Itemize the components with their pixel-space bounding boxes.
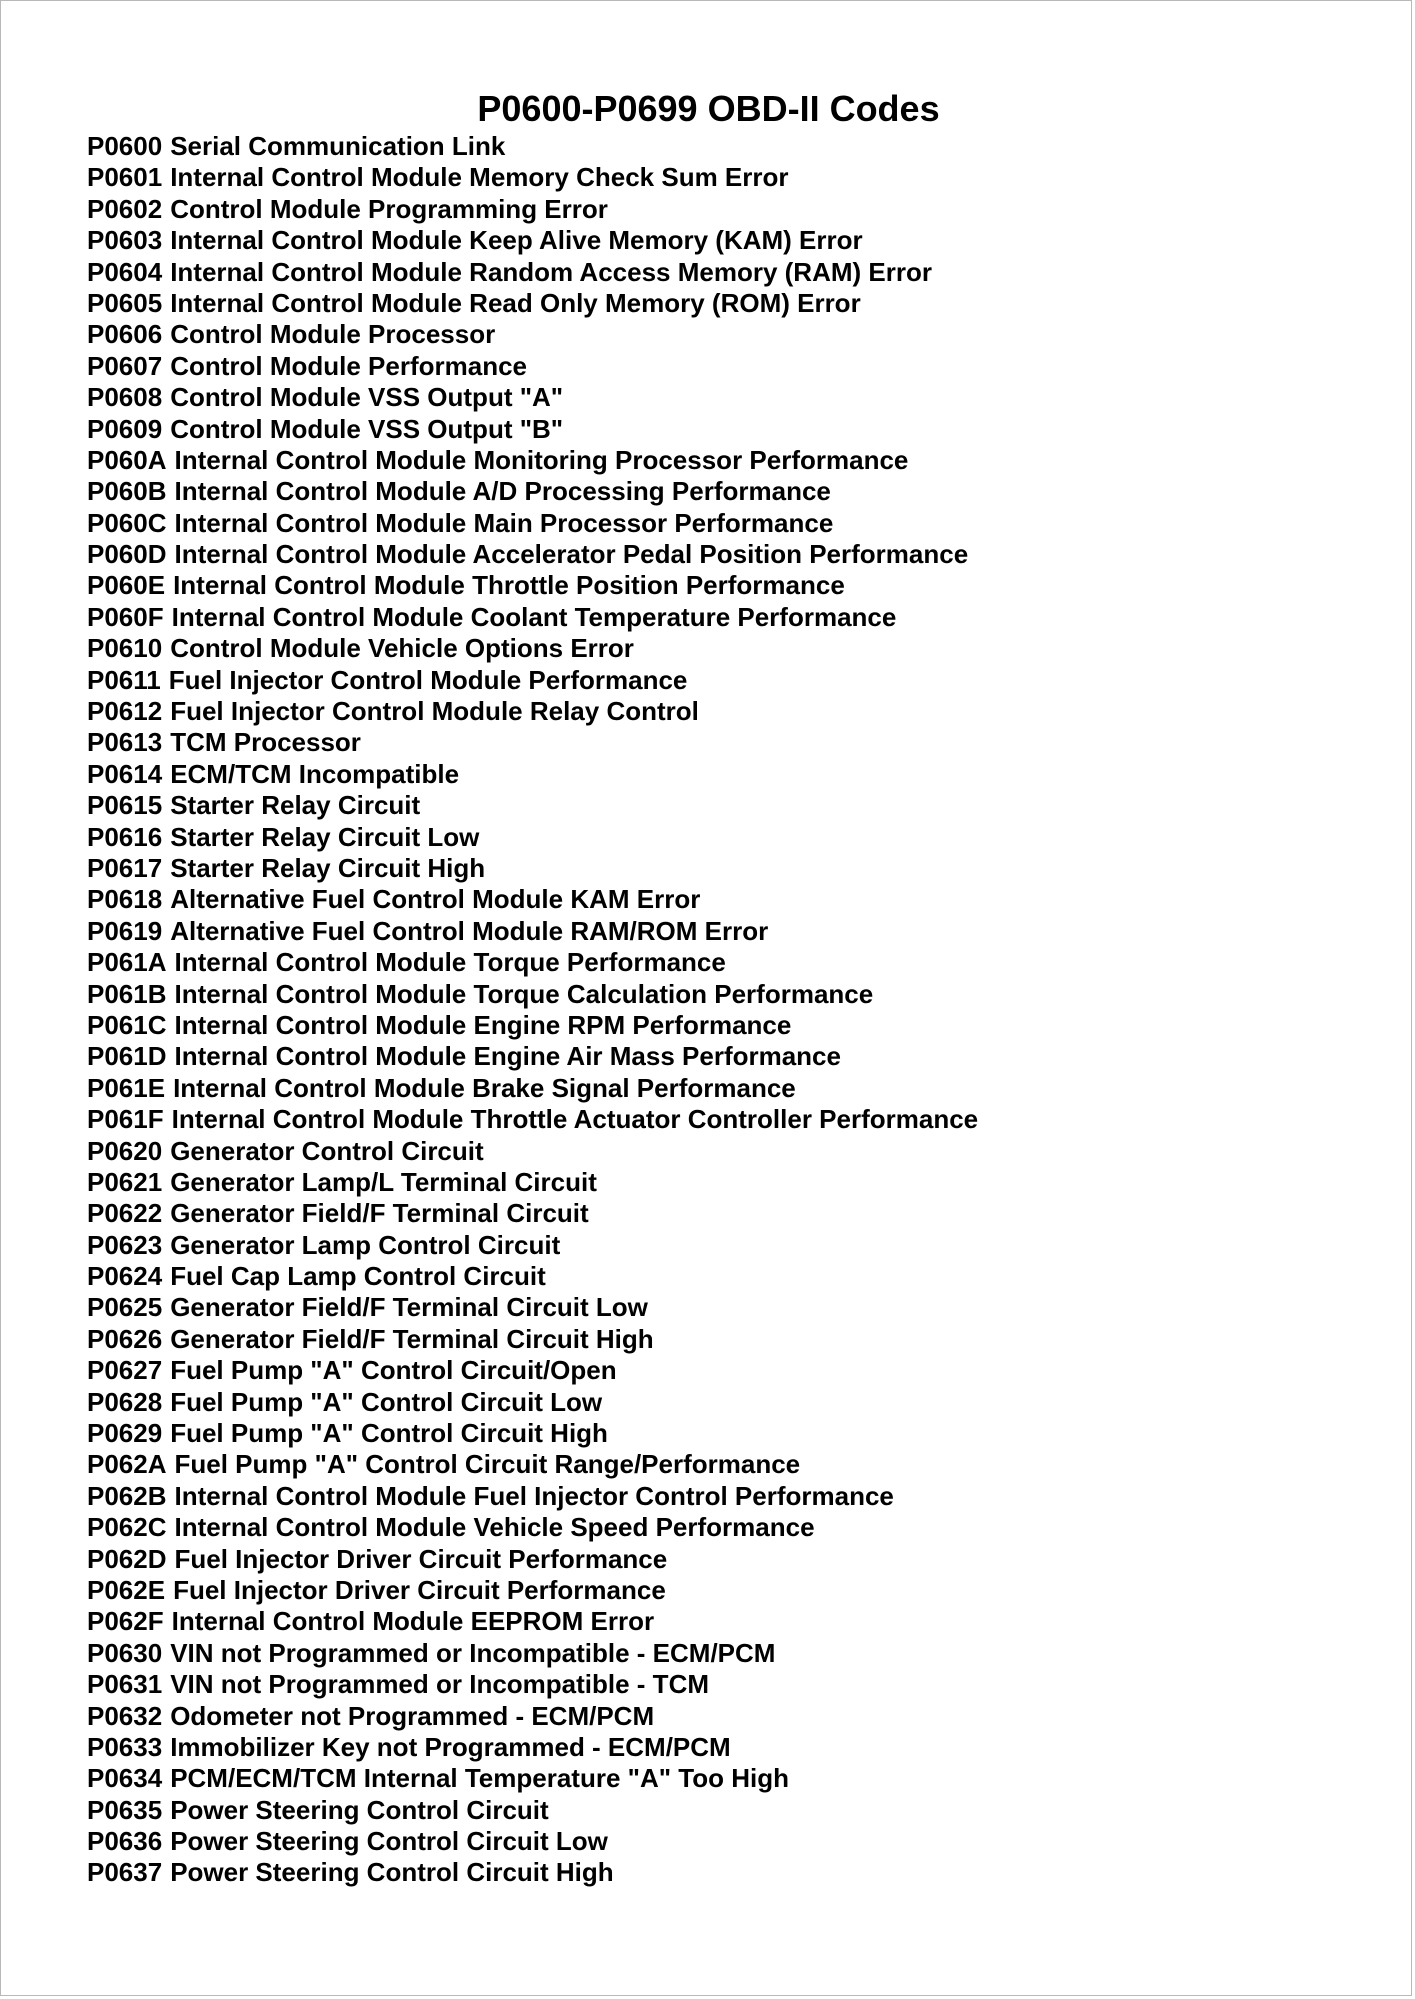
code-description: Fuel Injector Control Module Relay Control	[170, 696, 699, 727]
code-id: P062A	[87, 1449, 167, 1480]
code-list-item	[87, 1606, 978, 1637]
code-list-item	[87, 257, 978, 288]
code-description: Control Module Performance	[170, 350, 528, 381]
code-description: Fuel Pump "A" Control Circuit Low	[170, 1386, 603, 1417]
code-list-item	[87, 1512, 978, 1543]
code-list-item	[87, 351, 978, 382]
code-description: Fuel Injector Control Module Performance	[168, 664, 688, 695]
code-list-item	[87, 382, 978, 413]
code-list-item	[87, 916, 978, 947]
code-description: Internal Control Module Engine Air Mass Performance	[174, 1041, 841, 1072]
code-list-item	[87, 1732, 978, 1763]
code-list-item	[87, 1198, 978, 1229]
code-list-item	[87, 162, 978, 193]
code-description: Internal Control Module Fuel Injector Control Performance	[174, 1480, 894, 1511]
code-id: P0613	[87, 727, 163, 758]
code-id: P060E	[87, 570, 166, 601]
code-list-item	[87, 1449, 978, 1480]
code-list-item	[87, 1010, 978, 1041]
page-title: P0600-P0699 OBD-II Codes	[477, 88, 940, 129]
code-id: P062B	[87, 1480, 167, 1511]
code-list-item	[87, 508, 978, 539]
code-id: P0631	[87, 1669, 163, 1700]
code-id: P0637	[87, 1857, 163, 1888]
code-description: Alternative Fuel Control Module RAM/ROM Error	[170, 915, 769, 946]
code-list-item	[87, 1355, 978, 1386]
code-id: P0632	[87, 1700, 163, 1731]
code-description: Internal Control Module Engine RPM Performance	[174, 1009, 792, 1040]
code-description: Internal Control Module Torque Performance	[174, 947, 726, 978]
code-id: P060A	[87, 444, 167, 475]
code-id: P0635	[87, 1794, 163, 1825]
code-id: P0620	[87, 1135, 163, 1166]
code-id: P0626	[87, 1323, 163, 1354]
code-id: P0633	[87, 1731, 163, 1762]
code-description: Serial Communication Link	[170, 131, 506, 161]
code-description: Odometer not Programmed - ECM/PCM	[170, 1700, 655, 1731]
code-list-item	[87, 1826, 978, 1857]
code-id: P061F	[87, 1104, 164, 1135]
code-list-item	[87, 288, 978, 319]
code-list-item	[87, 1418, 978, 1449]
code-description: Generator Field/F Terminal Circuit High	[170, 1323, 654, 1354]
code-list-item	[87, 570, 978, 601]
code-list-item	[87, 1638, 978, 1669]
code-list-item	[87, 476, 978, 507]
code-id: P061D	[87, 1041, 167, 1072]
code-list-item	[87, 1324, 978, 1355]
code-description: Internal Control Module Torque Calculation Performance	[174, 978, 874, 1009]
code-id: P062E	[87, 1574, 166, 1605]
code-list-item	[87, 696, 978, 727]
code-id: P0605	[87, 287, 163, 318]
code-list-item	[87, 602, 978, 633]
code-list-item	[87, 979, 978, 1010]
code-list-item	[87, 1857, 978, 1888]
code-id: P0616	[87, 821, 163, 852]
code-list-item	[87, 319, 978, 350]
code-list-item	[87, 1544, 978, 1575]
code-description: Generator Control Circuit	[170, 1135, 484, 1166]
code-list-item	[87, 790, 978, 821]
code-id: P061E	[87, 1072, 166, 1103]
code-description: Fuel Pump "A" Control Circuit/Open	[170, 1355, 617, 1386]
code-id: P0628	[87, 1386, 163, 1417]
code-description: Internal Control Module Memory Check Sum Error	[170, 162, 789, 193]
code-description: Internal Control Module EEPROM Error	[171, 1606, 655, 1637]
code-list-item	[87, 727, 978, 758]
code-id: P0634	[87, 1763, 163, 1794]
code-id: P062F	[87, 1606, 164, 1637]
code-description: Fuel Injector Driver Circuit Performance	[174, 1543, 668, 1574]
code-description: Internal Control Module Random Access Memory (RAM) Error	[170, 256, 932, 287]
code-id: P060C	[87, 507, 167, 538]
code-list-item	[87, 665, 978, 696]
code-description: Immobilizer Key not Programmed - ECM/PCM	[170, 1731, 731, 1762]
code-list-item	[87, 1073, 978, 1104]
code-id: P0612	[87, 696, 163, 727]
code-description: Fuel Pump "A" Control Circuit Range/Performance	[174, 1449, 801, 1480]
code-list-item	[87, 539, 978, 570]
code-description: Alternative Fuel Control Module KAM Error	[170, 884, 701, 915]
code-description: Generator Lamp Control Circuit	[170, 1229, 561, 1260]
code-list-item	[87, 633, 978, 664]
code-description: Internal Control Module Coolant Temperature Performance	[171, 601, 897, 632]
code-id: P0618	[87, 884, 163, 915]
code-description: Starter Relay Circuit Low	[170, 821, 480, 852]
code-id: P0630	[87, 1637, 163, 1668]
code-description: Generator Lamp/L Terminal Circuit	[170, 1166, 597, 1197]
code-id: P0601	[87, 162, 163, 193]
code-id: P0614	[87, 758, 163, 789]
code-list-item	[87, 822, 978, 853]
code-id: P0608	[87, 382, 163, 413]
code-list	[87, 131, 978, 1889]
code-id: P0604	[87, 256, 163, 287]
code-list-item	[87, 1041, 978, 1072]
code-description: Starter Relay Circuit High	[170, 852, 486, 883]
code-description: Internal Control Module Throttle Position Performance	[173, 570, 845, 601]
code-id: P0624	[87, 1261, 163, 1292]
code-id: P0629	[87, 1418, 163, 1449]
code-list-item	[87, 1795, 978, 1826]
code-list-item	[87, 1104, 978, 1135]
code-id: P0627	[87, 1355, 163, 1386]
code-list-item	[87, 1669, 978, 1700]
code-id: P0603	[87, 225, 163, 256]
code-list-item	[87, 1575, 978, 1606]
code-id: P0615	[87, 790, 163, 821]
code-id: P061C	[87, 1009, 167, 1040]
code-list-item	[87, 1701, 978, 1732]
code-list-item	[87, 1481, 978, 1512]
code-id: P0609	[87, 413, 163, 444]
code-list-item	[87, 1292, 978, 1323]
code-list-item	[87, 853, 978, 884]
code-description: Internal Control Module Monitoring Processor Performance	[174, 444, 909, 475]
code-description: Fuel Injector Driver Circuit Performance	[173, 1574, 666, 1605]
code-id: P0621	[87, 1166, 163, 1197]
code-description: Fuel Cap Lamp Control Circuit	[170, 1261, 546, 1292]
code-id: P0619	[87, 915, 163, 946]
code-description: Internal Control Module Accelerator Pedal Position Performance	[174, 539, 969, 570]
code-description: Internal Control Module Keep Alive Memory (KAM) Error	[170, 225, 863, 256]
code-list-item	[87, 1167, 978, 1198]
code-description: Fuel Pump "A" Control Circuit High	[170, 1418, 608, 1449]
code-description: Generator Field/F Terminal Circuit Low	[170, 1292, 648, 1323]
code-id: P061A	[87, 947, 167, 978]
code-id: P0625	[87, 1292, 163, 1323]
code-id: P0611	[87, 664, 161, 695]
code-description: PCM/ECM/TCM Internal Temperature "A" Too High	[170, 1763, 790, 1794]
code-description: Starter Relay Circuit	[170, 790, 421, 821]
code-description: Control Module Vehicle Options Error	[170, 633, 634, 664]
code-id: P060B	[87, 476, 167, 507]
code-id: P062C	[87, 1512, 167, 1543]
code-list-item	[87, 1230, 978, 1261]
code-description: Internal Control Module Read Only Memory (ROM) Error	[170, 287, 861, 318]
code-description: Internal Control Module Brake Signal Performance	[173, 1072, 796, 1103]
code-description: Control Module VSS Output "A"	[170, 382, 564, 413]
code-id: P0607	[87, 350, 163, 381]
code-description: Internal Control Module Main Processor Performance	[174, 507, 834, 538]
code-description: ECM/TCM Incompatible	[170, 758, 460, 789]
code-description: Internal Control Module Vehicle Speed Performance	[174, 1512, 815, 1543]
code-id: P0600	[87, 131, 163, 161]
code-id: P0636	[87, 1826, 163, 1857]
code-list-item	[87, 1763, 978, 1794]
code-id: P0622	[87, 1198, 163, 1229]
code-description: Control Module VSS Output "B"	[170, 413, 564, 444]
code-description: VIN not Programmed or Incompatible - TCM	[170, 1669, 710, 1700]
code-description: VIN not Programmed or Incompatible - ECM/PCM	[170, 1637, 776, 1668]
code-list-item	[87, 1261, 978, 1292]
code-id: P060D	[87, 539, 167, 570]
code-description: TCM Processor	[170, 727, 361, 758]
code-list-item	[87, 131, 978, 162]
code-description: Power Steering Control Circuit Low	[170, 1826, 608, 1857]
code-list-item	[87, 1136, 978, 1167]
code-description: Power Steering Control Circuit	[170, 1794, 549, 1825]
code-list-item	[87, 445, 978, 476]
code-description: Control Module Processor	[170, 319, 496, 350]
code-description: Power Steering Control Circuit High	[170, 1857, 614, 1888]
code-list-item	[87, 1387, 978, 1418]
code-description: Internal Control Module Throttle Actuator Controller Performance	[171, 1104, 979, 1135]
code-id: P0602	[87, 193, 163, 224]
code-id: P061B	[87, 978, 167, 1009]
code-list-item	[87, 759, 978, 790]
code-id: P0623	[87, 1229, 163, 1260]
code-list-item	[87, 884, 978, 915]
code-id: P060F	[87, 601, 164, 632]
code-list-item	[87, 414, 978, 445]
code-list-item	[87, 225, 978, 256]
code-id: P0610	[87, 633, 163, 664]
code-id: P0606	[87, 319, 163, 350]
code-id: P0617	[87, 852, 163, 883]
code-description: Internal Control Module A/D Processing Performance	[174, 476, 831, 507]
code-list-item	[87, 947, 978, 978]
code-description: Control Module Programming Error	[170, 193, 608, 224]
code-description: Generator Field/F Terminal Circuit	[170, 1198, 589, 1229]
code-list-item	[87, 194, 978, 225]
code-id: P062D	[87, 1543, 167, 1574]
